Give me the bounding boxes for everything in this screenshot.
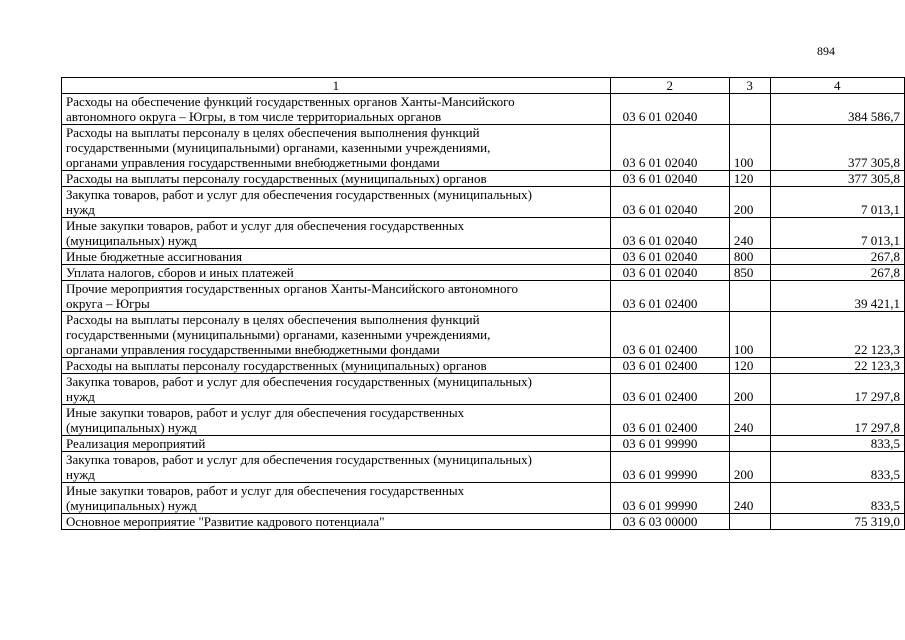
row-name-line: автономного округа – Югры, в том числе территориальных органов: [66, 109, 442, 124]
row-amount-cell: 833,5: [770, 436, 905, 452]
row-amount-cell: 7 013,1: [770, 218, 905, 249]
row-amount-cell: 833,5: [770, 483, 905, 514]
row-name-cell: [62, 358, 611, 374]
row-name-cell: [62, 436, 611, 452]
table-row: [62, 405, 905, 436]
table-row: [62, 187, 905, 218]
row-name-cell: [62, 249, 611, 265]
column-header-1: 1: [62, 78, 611, 94]
row-name-cell: [62, 312, 611, 358]
row-amount-cell: 17 297,8: [770, 405, 905, 436]
table-row: [62, 265, 905, 281]
row-name-line: нужд: [66, 202, 95, 217]
table-row: [62, 281, 905, 312]
row-amount-cell: 22 123,3: [770, 312, 905, 358]
row-name-cell: [62, 171, 611, 187]
row-name-line: нужд: [66, 389, 95, 404]
row-type-cell: [729, 94, 770, 125]
row-name-line: Иные закупки товаров, работ и услуг для обеспечения государственных: [66, 483, 465, 498]
row-code-cell: 03 6 01 02040: [610, 171, 729, 187]
row-amount-cell: 22 123,3: [770, 358, 905, 374]
row-code-cell: 03 6 01 02040: [610, 218, 729, 249]
row-type-cell: 100: [729, 312, 770, 358]
row-amount-cell: 17 297,8: [770, 374, 905, 405]
row-amount-cell: 384 586,7: [770, 94, 905, 125]
row-name-line: Расходы на обеспечение функций государственных органов Ханты-Мансийского: [66, 94, 515, 109]
row-amount-cell: 75 319,0: [770, 514, 905, 530]
row-name-line: Закупка товаров, работ и услуг для обеспечения государственных (муниципальных): [66, 374, 532, 389]
row-name-cell: [62, 281, 611, 312]
row-name-line: государственными (муниципальными) органами, казенными учреждениями,: [66, 327, 491, 342]
row-name-line: Реализация мероприятий: [66, 436, 206, 451]
row-name-line: Расходы на выплаты персоналу в целях обеспечения выполнения функций: [66, 125, 480, 140]
table-header-row: [62, 78, 905, 94]
row-amount-cell: 267,8: [770, 249, 905, 265]
row-name-cell: [62, 218, 611, 249]
column-header-4: 4: [770, 78, 905, 94]
row-amount-cell: 377 305,8: [770, 171, 905, 187]
table-row: [62, 436, 905, 452]
row-code-cell: 03 6 01 02040: [610, 125, 729, 171]
row-name-line: Иные закупки товаров, работ и услуг для обеспечения государственных: [66, 218, 465, 233]
row-type-cell: 240: [729, 218, 770, 249]
table-row: [62, 514, 905, 530]
row-type-cell: 240: [729, 405, 770, 436]
row-type-cell: [729, 436, 770, 452]
row-name-line: Прочие мероприятия государственных органов Ханты-Мансийского автономного: [66, 281, 518, 296]
row-type-cell: [729, 281, 770, 312]
row-code-cell: 03 6 01 02400: [610, 312, 729, 358]
row-type-cell: [729, 514, 770, 530]
row-code-cell: 03 6 01 99990: [610, 452, 729, 483]
row-name-cell: [62, 452, 611, 483]
row-code-cell: 03 6 01 02400: [610, 374, 729, 405]
row-name-cell: [62, 265, 611, 281]
row-code-cell: 03 6 01 02040: [610, 265, 729, 281]
row-code-cell: 03 6 01 02400: [610, 405, 729, 436]
row-name-cell: [62, 187, 611, 218]
row-name-line: органами управления государственными внебюджетными фондами: [66, 342, 440, 357]
row-amount-cell: 39 421,1: [770, 281, 905, 312]
row-code-cell: 03 6 01 02040: [610, 94, 729, 125]
row-amount-cell: 267,8: [770, 265, 905, 281]
row-type-cell: 800: [729, 249, 770, 265]
row-amount-cell: 833,5: [770, 452, 905, 483]
table-row: [62, 94, 905, 125]
row-name-cell: [62, 125, 611, 171]
row-name-line: государственными (муниципальными) органами, казенными учреждениями,: [66, 140, 491, 155]
row-name-line: Иные закупки товаров, работ и услуг для обеспечения государственных: [66, 405, 465, 420]
row-type-cell: 850: [729, 265, 770, 281]
row-name-line: органами управления государственными внебюджетными фондами: [66, 155, 440, 170]
table-row: [62, 483, 905, 514]
row-type-cell: 200: [729, 374, 770, 405]
row-name-cell: [62, 94, 611, 125]
column-header-2: 2: [610, 78, 729, 94]
row-name-line: (муниципальных) нужд: [66, 233, 197, 248]
table-row: [62, 312, 905, 358]
row-name-cell: [62, 405, 611, 436]
row-name-cell: [62, 374, 611, 405]
row-code-cell: 03 6 01 99990: [610, 436, 729, 452]
row-type-cell: 240: [729, 483, 770, 514]
row-amount-cell: 7 013,1: [770, 187, 905, 218]
row-code-cell: 03 6 01 02400: [610, 281, 729, 312]
row-name-line: Расходы на выплаты персоналу в целях обеспечения выполнения функций: [66, 312, 480, 327]
row-name-line: нужд: [66, 467, 95, 482]
row-amount-cell: 377 305,8: [770, 125, 905, 171]
row-type-cell: 200: [729, 452, 770, 483]
row-name-line: Основное мероприятие "Развитие кадрового потенциала": [66, 514, 385, 529]
row-name-line: (муниципальных) нужд: [66, 420, 197, 435]
row-type-cell: 100: [729, 125, 770, 171]
table-row: [62, 125, 905, 171]
page-number: 894: [817, 44, 835, 58]
row-name-line: Расходы на выплаты персоналу государственных (муниципальных) органов: [66, 358, 487, 373]
row-name-line: Уплата налогов, сборов и иных платежей: [66, 265, 294, 280]
row-name-line: (муниципальных) нужд: [66, 498, 197, 513]
column-header-3: 3: [729, 78, 770, 94]
row-type-cell: 120: [729, 171, 770, 187]
row-code-cell: 03 6 01 02040: [610, 187, 729, 218]
row-name-line: Закупка товаров, работ и услуг для обеспечения государственных (муниципальных): [66, 452, 532, 467]
row-type-cell: 200: [729, 187, 770, 218]
row-code-cell: 03 6 01 02400: [610, 358, 729, 374]
table-row: [62, 218, 905, 249]
row-name-line: Иные бюджетные ассигнования: [66, 249, 243, 264]
table-row: [62, 452, 905, 483]
table-row: [62, 249, 905, 265]
row-name-cell: [62, 514, 611, 530]
table-row: [62, 358, 905, 374]
table-row: [62, 171, 905, 187]
row-code-cell: 03 6 03 00000: [610, 514, 729, 530]
row-type-cell: 120: [729, 358, 770, 374]
row-name-line: округа – Югры: [66, 296, 150, 311]
budget-table: [61, 77, 905, 530]
row-name-line: Расходы на выплаты персоналу государственных (муниципальных) органов: [66, 171, 487, 186]
row-name-cell: [62, 483, 611, 514]
row-name-line: Закупка товаров, работ и услуг для обеспечения государственных (муниципальных): [66, 187, 532, 202]
row-code-cell: 03 6 01 02040: [610, 249, 729, 265]
row-code-cell: 03 6 01 99990: [610, 483, 729, 514]
table-row: [62, 374, 905, 405]
